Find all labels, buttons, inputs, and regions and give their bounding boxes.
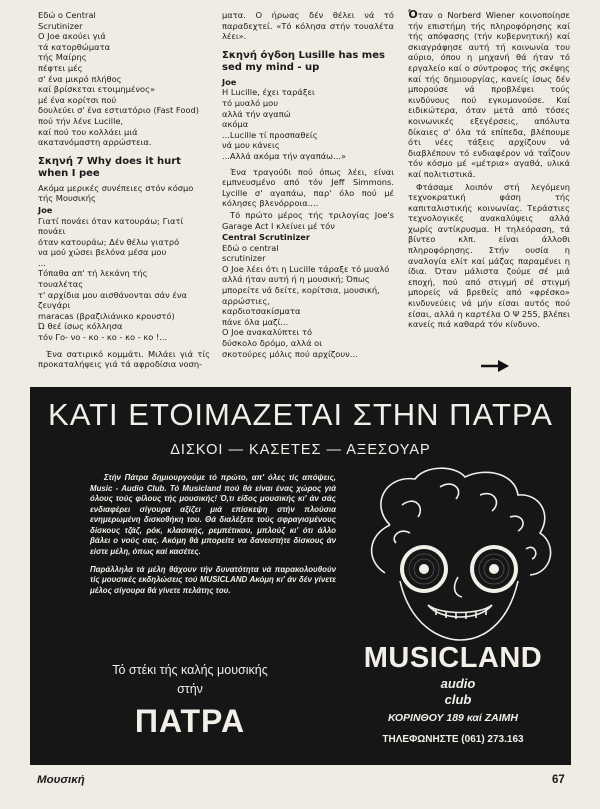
lyric-line: Τόπαθα απ' τή λεκάνη τής [38,268,148,279]
lyric-line: maracas (βραζιλιάνικο κρουστό) [38,310,175,321]
lyric-line: πάνε όλα μαζί... [222,316,289,327]
ad-body-paragraph-1: Στήν Πάτρα δημιουργούμε τό πρώτο, απ' όλες τίς απόψεις, Music - Audio Club. Τό Musicland πού θά είναι ένας χώρος γιά όλους τούς φίλους τής μουσικής! Ό,τι είδος μουσικής κι' άν σάς ενδιαφέρει σίγουρα αξίζει μιά επίσκεψη στήν πλούσια ενημερωμένη δισκοθήκη του. Θά διαλέξετε τούς σφραγισμένους δίσκους τζάζ, ρόκ, κλασικής, ρεμπέτικου, μπλούζ κι' ότι άλλο βάλει ο νούς σας. Ακόμη θά μπορείτε να δανειστήτε δίσκους άν είστε μέλη, όπως καί κασέτες. [90,473,336,556]
lyric-line: δουλεύει σ' ένα εστιατόριο (Fast Food) [38,105,200,116]
continue-arrow-icon [480,358,510,374]
lyric-line: να μού χώσει βελόνα μέσα μου [38,247,167,258]
lyric-line: τόν Γο- νο - κο - κο - κο - κο !... [38,332,168,343]
lyric-line: σ' ένα μικρό πλήθος [38,73,122,84]
lyric-line: Ο Joe λέει ότι η Lucille τάραξε τό μυαλό [222,263,390,274]
essay-paragraph-2: Φτάσαμε λοιπόν στή λεγόμενη τεχνοκρατική φάση τής καπιταλιστικής κοινωνίας. Τεράστιες τεχνολογικές ανακαλύψεις αλλά χωρίς αντίκρυσμα. Η τηλεόραση, τά βίντεο κλπ. είναι άλλοθι πληροφόρησης. Στήν ουσία η αναλογία ελίτ καί μάζας παραμένει η ίδια. Όταν μάλιστα ζούμε σέ μιά εποχή, πού από στιγμή σέ στιγμή μπορείς νά βρεθείς από «φρέσκο» κινδυνεύεις νά μήν είσαι αυτός πού είσαι, αλλά η καρτέλα Ο Ψ 255, βλέπει κανείς πιά καθαρά τόν κίνδυνο. [408,181,570,330]
lyrics-block-2 [38,216,210,343]
lyric-line: δύσκολο δρόμο, αλλά οι [222,338,323,349]
lyric-line: τό μυαλό μου [222,97,279,108]
record-eye-right [470,545,518,593]
ad-body-paragraph-2: Παράλληλα τά μέλη θάχουν τήν δυνατότητα νά παρακολουθούν τίς μουσικές εκδηλώσεις τού MUSICLAND Ακόμη κι' άν δέν γίνετε μέλος σίγουρα θά γίνετε πελάτης του. [90,564,336,595]
speaker-joe: Joe [38,204,53,215]
lyric-line: τά κατορθώματα [38,41,111,52]
essay-paragraph-1: Όταν ο Norberd Wiener κοινοποίησε τήν επιστήμη τής πληροφόρησης καί τής απόφασης (τήν κυβερνητική) καί σκιαγράφησε αυτή τή κοινωνία του αύριο, όπου η μηχανή θά ήταν τό εργαλείο καί ο σύντροφος τής σκέψης καί τής δημιουργίας, κανείς ίσως δέν μπορούσε νά προβλέψει τούς κινδύνους πού εγκυμονούσε. Καί ειδικώτερα, όταν μετά από τόσες κοινωνικές εξεγέρσεις, απόλυτα δίκαιες σ' όλα τά επίπεδα, βλέπουμε ότι νέες τάξεις αρχίζουν νά διαβλέπουν τό ενδιαφέρον νά ταΐζουν τόν κόσμο μέ «μέτρια» αγαθά, υλικά καί πολιτιστικά. [408,8,570,179]
ad-brand-tag-club: club [444,692,472,707]
ad-slogan-line-2: στήν [177,682,203,696]
commentary-continued: ματα. Ο ήρωας δέν θέλει νά τό παραδεχτεί. «Τό κόλησα στήν τουαλέτα λέει». [222,10,394,42]
lyric-line: τουαλέτας [38,279,84,290]
record-eyes-face-illustration [330,465,570,645]
lyric-line: αλλά ήταν αυτή ή η μουσική; Όπως μπορείτε νά δείτε, κορίτσια, μουσική, αρρώστιες, [222,274,380,306]
lyric-line: καί βρίσκεται ετοιμημένος» [38,84,156,95]
lyric-line: ...Lucille τί προσπαθείς [222,129,318,140]
lyric-line: Scrutinizer [38,20,83,31]
commentary-paragraph: Ένα σατιρικό κομμάτι. Μιλάει γιά τίς προκαταλήψεις γιά τά αφροδίσια νοση- [38,348,210,370]
page-number: 67 [552,774,565,786]
ad-brand-tag-audio: audio [440,676,476,691]
trilogy-paragraph: Τό πρώτο μέρος τής τριλογίας Joe's Garage Act I κλείνει μέ τόν [222,209,394,231]
lyric-line: τ' αρχίδια μου αισθάνονται σάν ένα ζευγάρι [38,289,187,311]
ad-slogan [60,661,320,699]
lyric-line: ακατανόμαστη αρρώστεια. [38,137,152,148]
speaker-central-scrutinizer: Central Scrutinizer [222,232,311,243]
lyric-line: σκοτούρες μόλις πού αρχίζουν... [222,348,358,359]
article-column-1 [38,10,210,371]
lyrics-block-1 [38,10,210,148]
lyric-line: ...Αλλά ακόμα τήν αγαπάω...» [222,150,347,161]
article-column-2 [222,10,394,359]
article-column-3 [408,10,570,331]
lyric-line: πέφτει μές [38,62,83,73]
lyric-line: όταν κατουράω; Δέν θέλω γιατρό [38,236,180,247]
ad-address: ΚΟΡΙΝΘΟΥ 189 καί ΖΑΙΜΗ [388,712,518,724]
scene-7-heading: Σκηνή 7 Why does it hurt when I pee [38,155,181,179]
lyrics-block-3 [222,87,394,161]
lyric-line: νά μου κάνεις [222,140,280,151]
ad-slogan-line-1: Τό στέκι τής καλής μουσικής [112,663,268,677]
song-commentary: Ένα τραγούδι πού όπως λέει, είναι εμπνευσμένο από τόν Jeff Simmons. Lycille σ' αγαπάω, παρ' όλο πού μέ κόλησες βλενόρροια.... [222,166,394,209]
speaker-joe: Joe [222,76,237,87]
scene-8-heading: Σκηνή όγδοη Lusille has mes sed my mind - up [222,49,385,73]
lyric-line: αλλά τήν αγαπώ [222,108,291,119]
lyric-line: ακόμα [222,119,249,130]
musicland-advertisement [30,387,571,765]
ad-headline: ΚΑΤΙ ΕΤΟΙΜΑΖΕΤΑΙ ΣΤΗΝ ΠΑΤΡΑ [48,397,553,432]
ad-brand-name: MUSICLAND [363,642,543,674]
lyric-line: Εδώ ο Central [38,10,96,20]
record-eye-left [400,545,448,593]
lyric-line: τής Μαίρης [38,52,87,63]
drop-cap: Ό [408,8,418,21]
lyric-line: Ώ θεέ ίσως κόλλησα [38,321,123,332]
lyric-line: καρδιοτσακίσματα [222,306,301,317]
lyric-line: πού τήν λένε Lucille, [38,115,124,126]
lyric-line: καί πού του κολλάει μιά [38,126,138,137]
section-footer: Μουσική [37,774,85,786]
lyrics-block-4 [222,243,394,360]
lyric-line: Εδώ ο central [222,242,279,253]
lyric-line: Η Lucille, έχει ταράξει [222,87,315,98]
ad-body-text [90,473,336,604]
lyric-line: scrutinizer [222,253,266,264]
ad-subheadline: ΔΙΣΚΟΙ — ΚΑΣΕΤΕΣ — ΑΞΕΣΟΥΑΡ [170,442,431,458]
lyric-line: Ο Joe ακούει γιά [38,31,106,42]
scene-7-intro: Ακόμα μερικές συνέπειες στόν κόσμο τής Μουσικής [38,182,194,204]
lyric-line: μέ ένα κορίτσι πού [38,94,117,105]
ad-phone: ΤΗΛΕΦΩΝΗΣΤΕ (061) 273.163 [382,734,524,745]
ad-city-name: ΠΑΤΡΑ [134,703,246,739]
lyric-line: Γιατί πονάει όταν κατουράω; Γιατί πονάει [38,215,184,237]
lyric-line: Ο Joe ανακαλύπτει τό [222,327,313,338]
lyric-line: ... [38,257,46,268]
